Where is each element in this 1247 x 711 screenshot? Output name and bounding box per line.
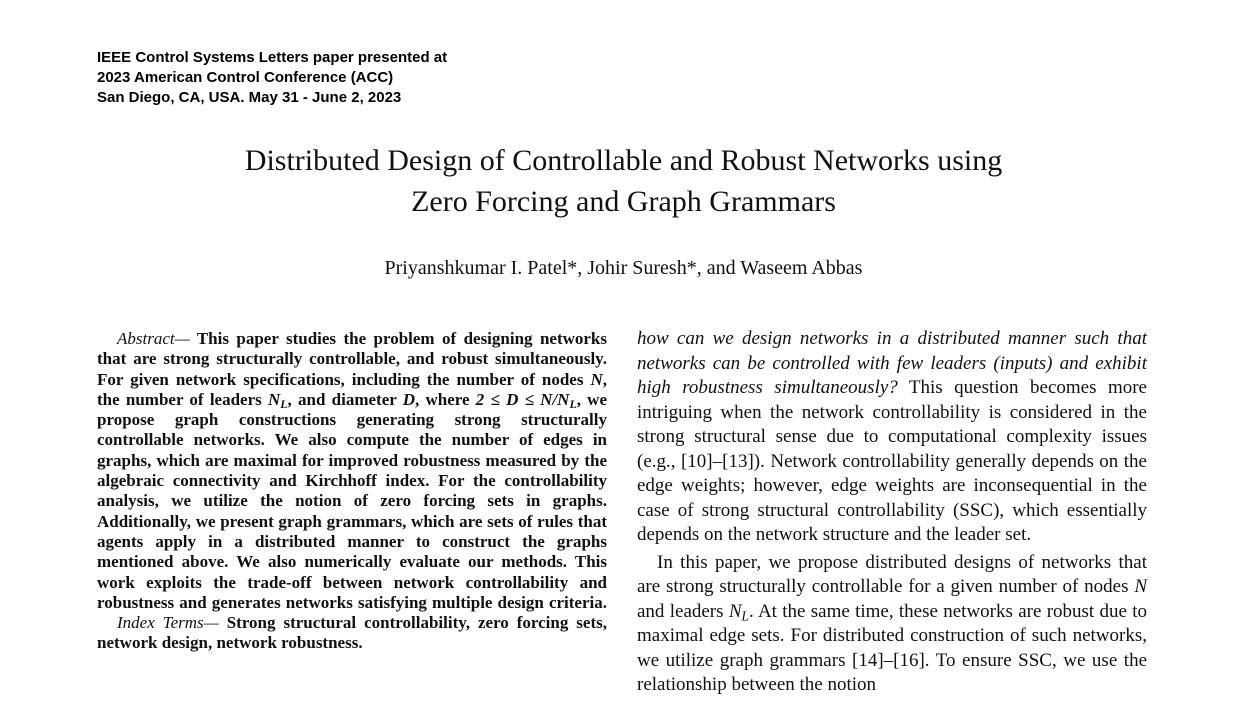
math-inequality bbox=[476, 390, 577, 409]
math-inequality-sub: L bbox=[569, 396, 577, 411]
intro-paragraph-1-text: This question becomes more intriguing when the network controllability is considered in the strong structural sense due to computational complexity issues (e.g., [10]–[13]). Network controllability generally depends on the edge weights; however, edge weights are inconsequential in the case of strong structural controllability (SSC), which essentially depends on the network structure and the leader set. bbox=[637, 377, 1147, 545]
math-n: N bbox=[590, 369, 603, 389]
intro-paragraph-2 bbox=[637, 551, 1147, 698]
title-line-2: Zero Forcing and Graph Grammars bbox=[411, 185, 836, 218]
math-nl-sub: L bbox=[280, 396, 288, 411]
math-nl-intro bbox=[729, 601, 749, 622]
abstract-text-1: This paper studies the problem of designing networks that are strong structurally controllable, and robust simultaneously. For given network specifications, including the number of nodes bbox=[97, 329, 607, 389]
intro-paragraph-1 bbox=[637, 327, 1147, 548]
index-terms-text: Strong structural controllability, zero forcing sets, network design, network robustness. bbox=[97, 613, 607, 653]
intro-paragraph-2-text-a: In this paper, we propose distributed designs of networks that are strong structurally controllable for a given number of nodes bbox=[637, 551, 1147, 597]
author-list: Priyanshkumar I. Patel*, Johir Suresh*, and Waseem Abbas bbox=[384, 257, 863, 279]
research-question: how can we design networks in a distributed manner such that networks can be controlled with few leaders (inputs) and exhibit high robustness simultaneously? bbox=[637, 328, 1147, 398]
abstract-text-5: , we propose graph constructions generating strong structurally controllable networks. We also compute the number of edges in graphs, which are maximal for improved robustness measured by the algebraic connectivity and Kirchhoff index. For the controllability analysis, we utilize the notion of zero forcing sets in graphs. Additionally, we present graph grammars, which are sets of rules that agents apply in a distributed manner to construct the graphs mentioned above. We also numerically evaluate our methods. This work exploits the trade-off between network controllability and robustness and generates networks satisfying multiple design criteria. bbox=[97, 389, 608, 612]
intro-paragraph-2-text-b: and leaders bbox=[637, 600, 729, 622]
venue-notice bbox=[97, 48, 447, 108]
math-inequality-body: 2 ≤ D ≤ N/N bbox=[475, 389, 570, 409]
abstract-text-4: , where bbox=[415, 389, 476, 409]
paper-title bbox=[0, 140, 1247, 222]
title-line-1: Distributed Design of Controllable and Robust Networks using bbox=[244, 144, 1003, 177]
left-column bbox=[97, 329, 607, 654]
math-d: D bbox=[402, 389, 416, 409]
math-n-intro: N bbox=[1134, 576, 1147, 597]
venue-line-3: San Diego, CA, USA. May 31 - June 2, 2023 bbox=[97, 89, 402, 106]
abstract-text-2: , the number of leaders bbox=[97, 369, 607, 409]
venue-line-2: 2023 American Control Conference (ACC) bbox=[97, 69, 394, 86]
intro-paragraph-2-text-c: . At the same time, these networks are robust due to maximal edge sets. For distributed construction of such networks, we utilize graph grammars [14]–[16]. To ensure SSC, we use the relationship between the notion bbox=[637, 600, 1148, 695]
math-nl-base: N bbox=[268, 389, 281, 409]
index-terms-paragraph bbox=[97, 613, 607, 654]
venue-line-1: IEEE Control Systems Letters paper presented at bbox=[97, 49, 448, 66]
right-column bbox=[637, 327, 1147, 698]
abstract-label: Abstract— bbox=[117, 329, 190, 348]
math-nl bbox=[268, 390, 288, 409]
abstract-paragraph bbox=[97, 329, 607, 613]
math-nl-intro-sub: L bbox=[741, 607, 749, 623]
index-terms-label: Index Terms— bbox=[117, 613, 219, 633]
math-nl-intro-base: N bbox=[728, 600, 742, 622]
abstract-text-3: , and diameter bbox=[287, 389, 403, 409]
